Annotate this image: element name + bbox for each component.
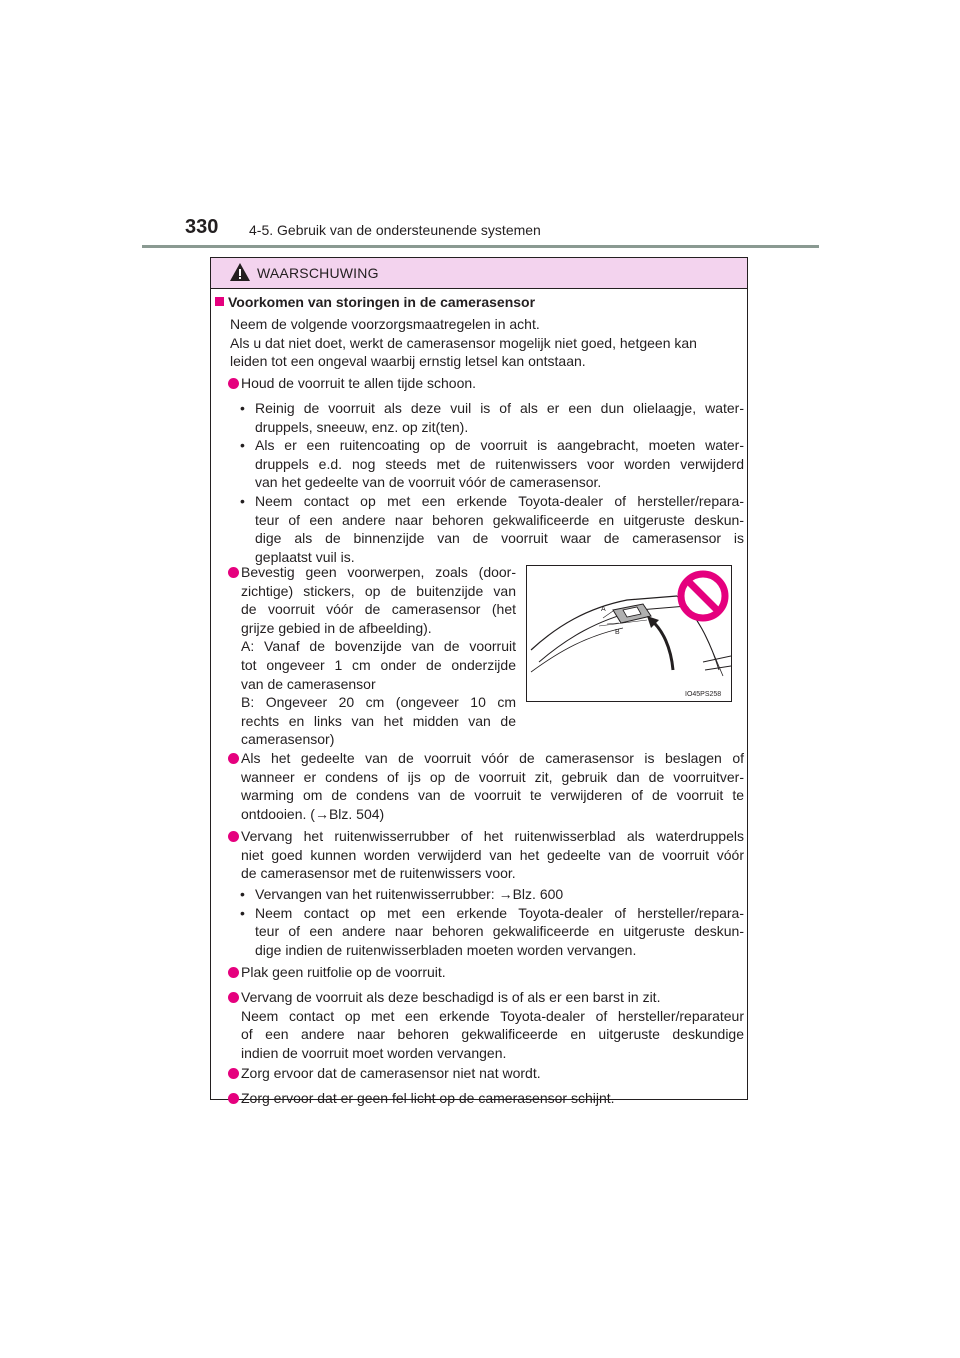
figure-label-b: B (615, 629, 620, 636)
item-line: Vervang het ruitenwisserrubber of het ruitenwisserblad als waterdruppels (241, 828, 744, 844)
intro-paragraph (230, 315, 744, 371)
item-line: rechts en links van het midden van de (241, 712, 516, 729)
item-line: Bevestig geen voorwerpen, zoals (door- (241, 564, 516, 580)
bullet-icon: • (240, 886, 245, 902)
sub-list (240, 399, 744, 566)
item-line: de voorruit vóór de camerasensor (het (241, 601, 516, 618)
item-line: Vervang de voorruit als deze beschadigd is of als er een barst in zit. (241, 989, 661, 1005)
sub-item-line: dige indien de ruitenwisserbladen moeten worden vervangen. (255, 941, 637, 958)
sub-item-line: Als er een ruitencoating op de voorruit is aangebracht, moeten water- (255, 437, 744, 454)
bullet-icon: • (240, 437, 245, 454)
bullet-dot-icon (228, 831, 239, 842)
sub-item-line: geplaatst vuil is. (255, 548, 355, 565)
sub-list-item (240, 904, 744, 960)
item-line: A: Vanaf de bovenzijde van de voorruit (241, 638, 516, 655)
item-line: zichtige) stickers, op de buitenzijde van (241, 582, 516, 599)
item-line: de camerasensor met de ruitenwissers voor. (241, 865, 516, 882)
sub-list-item (240, 885, 744, 904)
list-item (228, 1089, 744, 1108)
list-item-text (241, 988, 744, 1062)
list-item (228, 563, 516, 749)
sub-item-line: Reinig de voorruit als deze vuil is of als er een dun olielaagje, water- (255, 400, 744, 416)
bullet-dot-icon (228, 378, 239, 389)
intro-line: leiden tot een ongeval waarbij ernstig letsel kan ontstaan. (230, 353, 586, 370)
intro-line: Als u dat niet doet, werkt de camerasensor mogelijk niet goed, hetgeen kan (230, 334, 697, 351)
list-item-text (241, 563, 516, 749)
item-line: Als het gedeelte van de voorruit vóór de camerasensor is beslagen of (241, 750, 744, 766)
bullet-dot-icon (228, 992, 239, 1003)
list-item-text: Zorg ervoor dat de camerasensor niet nat wordt. (241, 1065, 541, 1081)
list-item (228, 988, 744, 1062)
sub-list-item (240, 436, 744, 492)
sub-list (240, 885, 744, 959)
windshield-illustration (527, 566, 731, 701)
sub-list-item (240, 492, 744, 566)
sub-item-line: van het gedeelte van de voorruit vóór de camerasensor. (255, 474, 602, 491)
sub-list-item (240, 399, 744, 436)
item-line: camerasensor) (241, 731, 335, 748)
warning-heading-text: Voorkomen van storingen in de camerasensor (228, 294, 536, 310)
figure-label-a: A (601, 606, 606, 613)
bullet-icon: • (240, 904, 245, 921)
item-line: of een andere naar behoren gekwalificeerde en uitgeruste deskundige (241, 1026, 744, 1043)
list-item (228, 827, 744, 883)
bullet-dot-icon (228, 1093, 239, 1104)
item-line: indien de voorruit moet worden vervangen. (241, 1044, 507, 1061)
bullet-dot-icon (228, 1068, 239, 1079)
item-line: niet goed kunnen worden verwijderd van het gedeelte van de voorruit vóór (241, 846, 744, 863)
sub-item-line: dige als de binnenzijde van de voorruit waar de camerasensor is (255, 530, 744, 547)
item-line: ontdooien. (→Blz. 504) (241, 805, 385, 822)
bullet-dot-icon (228, 753, 239, 764)
list-item-text (241, 827, 744, 883)
item-line: wanneer er condens of ijs op de voorruit zit, gebruik dan de voorruitver- (241, 768, 744, 785)
item-line: Neem contact op met een erkende Toyota-dealer of hersteller/reparateur (241, 1007, 744, 1024)
list-item-text: Houd de voorruit te allen tijde schoon. (241, 375, 477, 391)
bullet-icon: • (240, 400, 245, 416)
warning-triangle-icon (229, 262, 251, 282)
item-line: van de camerasensor (241, 675, 376, 692)
list-item-text (241, 749, 744, 823)
bullet-dot-icon (228, 967, 239, 978)
warning-header (211, 258, 747, 289)
figure-code: IO45PS258 (685, 691, 722, 698)
bullet-icon: • (240, 492, 245, 509)
list-item-text: Plak geen ruitfolie op de voorruit. (241, 964, 446, 980)
item-line: tot ongeveer 1 cm onder de onderzijde (241, 656, 516, 673)
sub-item-line: druppels, sneeuw, enz. op zit(ten). (255, 418, 469, 435)
list-item (228, 963, 744, 982)
windshield-camera-figure (526, 565, 732, 702)
sub-item-line: Neem contact op met een erkende Toyota-dealer of hersteller/repara- (255, 492, 744, 509)
warning-label: WAARSCHUWING (257, 265, 379, 281)
square-bullet-icon (215, 297, 224, 306)
intro-line: Neem de volgende voorzorgsmaatregelen in acht. (230, 316, 540, 332)
list-item-text: Zorg ervoor dat er geen fel licht op de camerasensor schijnt. (241, 1090, 615, 1106)
sub-item-line: Vervangen van het ruitenwisserrubber: →Blz. 600 (255, 886, 564, 902)
sub-item-line: druppels e.d. nog steeds met de ruitenwissers voor worden verwijderd (255, 455, 744, 472)
item-line: warming om de condens van de voorruit te verwijderen of de voorruit te (241, 787, 744, 804)
sub-item-line: teur of een andere naar behoren gekwalificeerde en uitgeruste deskun- (255, 923, 744, 940)
section-title: 4-5. Gebruik van de ondersteunende systemen (249, 222, 541, 238)
list-item (228, 1064, 744, 1083)
bullet-dot-icon (228, 567, 239, 578)
sub-item-line: teur of een andere naar behoren gekwalificeerde en uitgeruste deskun- (255, 511, 744, 528)
item-line: B: Ongeveer 20 cm (ongeveer 10 cm (241, 694, 516, 711)
list-item (228, 374, 744, 393)
sub-item-line: Neem contact op met een erkende Toyota-dealer of hersteller/repara- (255, 904, 744, 921)
page-number: 330 (185, 216, 219, 238)
list-item (228, 749, 744, 823)
warning-heading (215, 293, 735, 312)
item-line: grijze gebied in de afbeelding). (241, 619, 432, 636)
header-divider (142, 245, 819, 248)
page-header (185, 216, 825, 246)
